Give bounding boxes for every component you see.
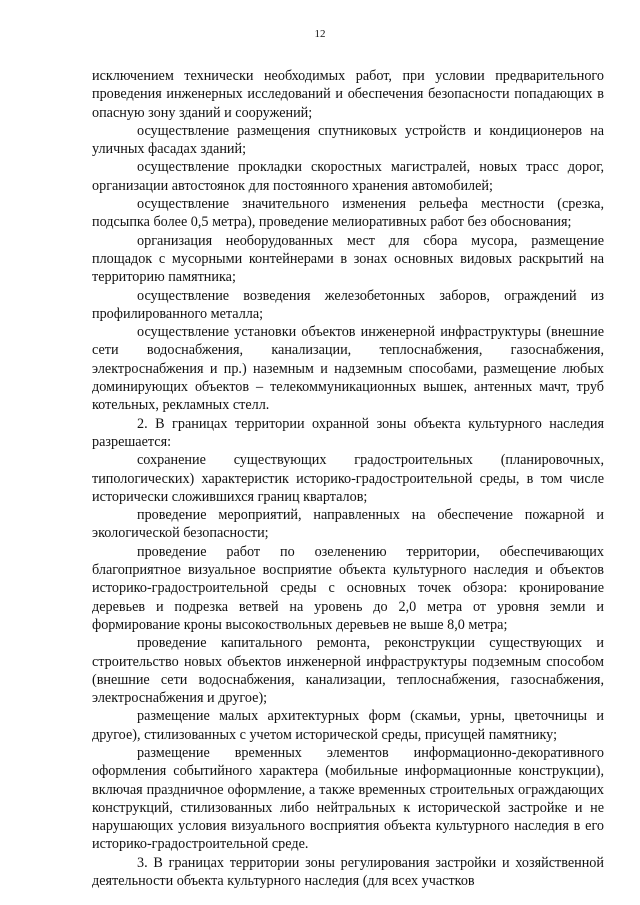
paragraph: осуществление установки объектов инженерной инфраструктуры (внешние сети водоснабжения, канализации, теплоснабжения, газоснабжения, электроснабжения и пр.) наземным и надземным способами, размещение любых доминирующих объектов – телекоммуникационных вышек, антенных мачт, труб котельных, рекламных стелл. [92,324,604,414]
paragraph: организация необорудованных мест для сбора мусора, размещение площадок с мусорными контейнерами в зонах основных видовых раскрытий на территорию памятника; [92,232,604,286]
paragraph: осуществление прокладки скоростных магистралей, новых трасс дорог, организации автостоянок для постоянного хранения автомобилей; [92,159,604,194]
paragraph: проведение работ по озеленению территории, обеспечивающих благоприятное визуальное восприятие объекта культурного наследия и объектов историко-градостроительной среды с основных точек обзора: кронирование деревьев и подрезка ветвей на уровень до 2,0 метра от уровня земли и формирование кроны высокоствольных деревьев не выше 8,0 метра; [92,543,604,633]
paragraph: размещение временных элементов информационно-декоративного оформления событийного характера (мобильные информационные конструкции), включая праздничное оформление, а также временных строительных ограждающих конструкций, стилизованных либо нейтральных к исторической застройке и не нарушающих условия визуального восприятия объекта культурного наследия в его историко-градостроительной среде. [92,744,604,853]
section-heading-3: 3. В границах территории зоны регулирования застройки и хозяйственной деятельности объекта культурного наследия (для всех участков [92,854,604,890]
section-heading-2: 2. В границах территории охранной зоны объекта культурного наследия разрешается: [92,415,604,450]
paragraph: проведение капитального ремонта, реконструкции существующих и строительство новых объектов инженерной инфраструктуры подземным способом (внешние сети водоснабжения, канализации, теплоснабжения, газоснабжения, электроснабжения и другое); [92,635,604,707]
paragraph: осуществление значительного изменения рельефа местности (срезка, подсыпка более 0,5 метра), проведение мелиоративных работ без обоснования; [92,196,604,231]
document-body [92,67,604,890]
paragraph: осуществление размещения спутниковых устройств и кондиционеров на уличных фасадах зданий; [92,122,604,158]
paragraph: осуществление возведения железобетонных заборов, ограждений из профилированного металла; [92,287,604,322]
page-number: 12 [314,28,326,40]
paragraph: проведение мероприятий, направленных на обеспечение пожарной и экологической безопасности; [92,507,604,542]
paragraph: исключением технически необходимых работ, при условии предварительного проведения инженерных исследований и обеспечения безопасности попадающих в опасную зону зданий и сооружений; [92,68,604,121]
paragraph: размещение малых архитектурных форм (скамьи, урны, цветочницы и другое), стилизованных с учетом исторической среды, присущей памятнику; [92,708,604,743]
paragraph: сохранение существующих градостроительных (планировочных, типологических) характеристик историко-градостроительной среды, в том числе исторически сложившихся границ кварталов; [92,452,604,505]
